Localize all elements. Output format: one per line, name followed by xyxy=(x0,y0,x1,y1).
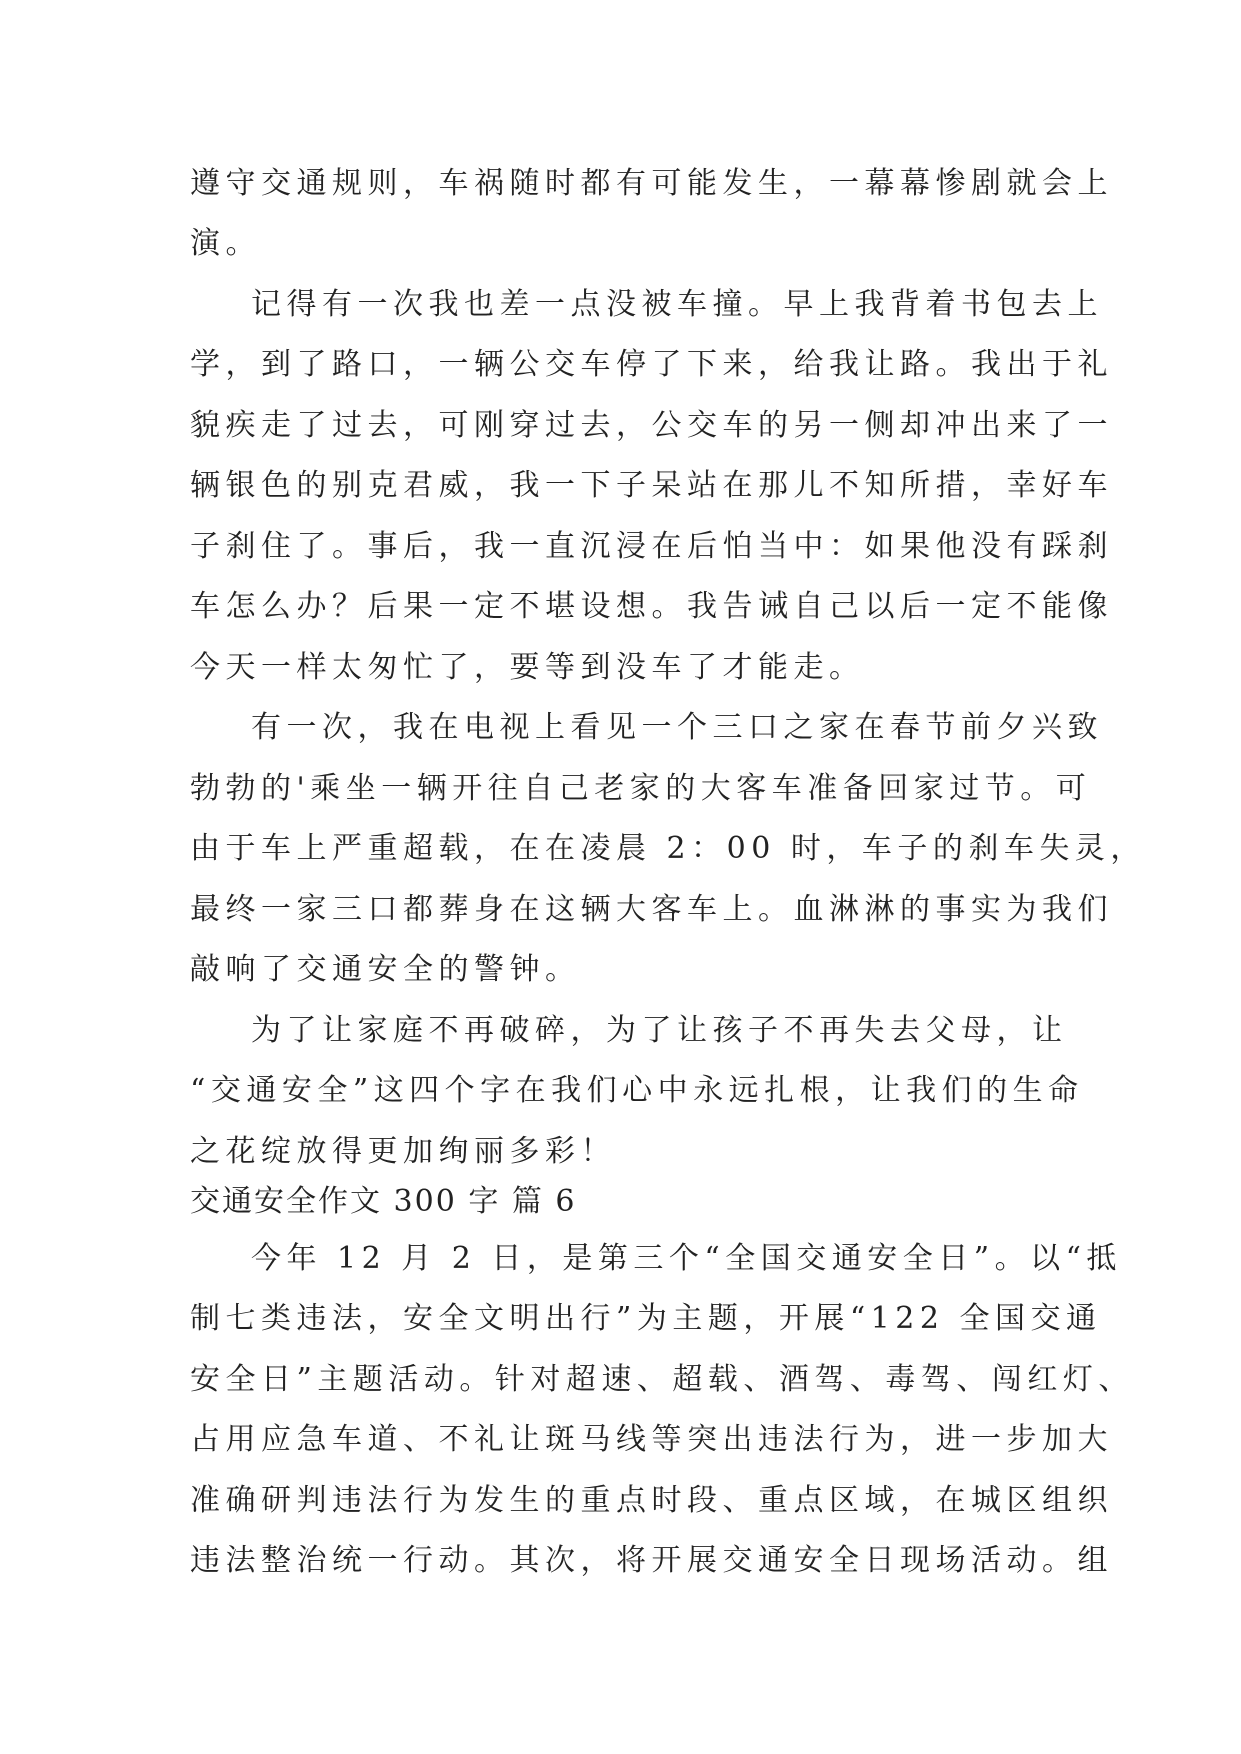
text-line: 演。 xyxy=(190,226,261,261)
text-line: 子刹住了。事后，我一直沉浸在后怕当中：如果他没有踩刹 xyxy=(190,529,1113,564)
text-line: 敲响了交通安全的警钟。 xyxy=(190,952,581,987)
text-line: 遵守交通规则，车祸随时都有可能发生，一幕幕惨剧就会上 xyxy=(190,166,1113,201)
text-line: 违法整治统一行动。其次，将开展交通安全日现场活动。组 xyxy=(190,1543,1113,1578)
text-line: 由于车上严重超载，在在凌晨 2：00 时，车子的刹车失灵， xyxy=(190,831,1146,866)
text-line: 最终一家三口都葬身在这辆大客车上。血淋淋的事实为我们 xyxy=(190,892,1113,927)
text-line: 辆银色的别克君威，我一下子呆站在那儿不知所措，幸好车 xyxy=(190,468,1113,503)
text-line: 勃勃的'乘坐一辆开往自己老家的大客车准备回家过节。可 xyxy=(190,771,1092,806)
paragraph-start-line: 有一次，我在电视上看见一个三口之家在春节前夕兴致 xyxy=(251,710,1103,745)
text-line: 占用应急车道、不礼让斑马线等突出违法行为，进一步加大 xyxy=(190,1422,1113,1457)
section-heading: 交通安全作文 300 字 篇 6 xyxy=(190,1184,577,1219)
text-line: 学，到了路口，一辆公交车停了下来，给我让路。我出于礼 xyxy=(190,347,1113,382)
text-line: 之花绽放得更加绚丽多彩！ xyxy=(190,1134,616,1169)
text-line: 貌疾走了过去，可刚穿过去，公交车的另一侧却冲出来了一 xyxy=(190,408,1113,443)
paragraph-start-line: 记得有一次我也差一点没被车撞。早上我背着书包去上 xyxy=(251,287,1103,322)
text-line: 制七类违法，安全文明出行”为主题，开展“122 全国交通 xyxy=(190,1301,1102,1336)
text-line: 今天一样太匆忙了，要等到没车了才能走。 xyxy=(190,650,865,685)
text-line: 安全日”主题活动。针对超速、超载、酒驾、毒驾、闯红灯、 xyxy=(190,1362,1134,1397)
paragraph-start-line: 今年 12 月 2 日，是第三个“全国交通安全日”。以“抵 xyxy=(251,1241,1122,1276)
text-line: 准确研判违法行为发生的重点时段、重点区域，在城区组织 xyxy=(190,1483,1113,1518)
paragraph-start-line: 为了让家庭不再破碎，为了让孩子不再失去父母，让 xyxy=(251,1013,1068,1048)
text-line: “交通安全”这四个字在我们心中永远扎根，让我们的生命 xyxy=(190,1073,1084,1108)
text-line: 车怎么办？后果一定不堪设想。我告诫自己以后一定不能像 xyxy=(190,589,1113,624)
